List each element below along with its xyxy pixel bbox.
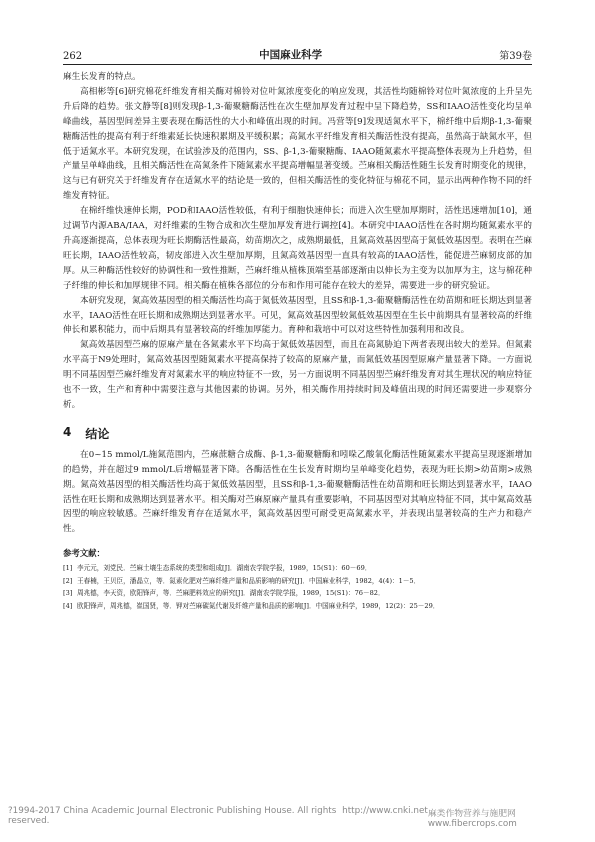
reference-number: [4]	[63, 601, 73, 610]
conclusion-paragraph: 在0~15 mmol/L施氮范围内，苎麻蔗糖合成酶、β-1,3-葡聚糖酶和吲哚乙酸氧化酶活性随氮素水平提高呈现逐渐增加的趋势，并在超过9 mmol/L后增幅显著下降。各酶活性在生长发育时期均呈单峰变化趋势，表现为旺长期>幼苗期>成熟期。氮高效基因型的相关酶活性均高于氮低效基因型，且SS和β-1,3-葡聚糖酶活性在幼苗期和旺长期达到显著水平，IAAO活性在旺长期和成熟期达到显著水平。相关酶对苎麻原麻产量具有重要影响，不同基因型对其响应特征不同，其中氮高效基因型的响应较敏感。苎麻纤维发育存在适氮水平，氮高效基因型可耐受更高氮素水平，并表现出显著较高的生产力和稳产性。	[63, 449, 532, 535]
site-watermark: 麻类作物营养与施肥网 www.fibercrops.com	[427, 809, 517, 829]
reference-text: 周兆德，李天资，欧阳锋声，等．苎麻肥料效应的研究[J]．湖南农学院学报，1989，15(S1)：76－82．	[77, 589, 385, 598]
references-title: 参考文献：	[63, 548, 105, 559]
section-number: 4	[63, 424, 72, 439]
page-footer	[8, 806, 589, 829]
body-paragraph: 氮高效基因型苎麻的原麻产量在各氮素水平下均高于氮低效基因型，而且在高氮胁迫下两者表现出较大的差异。但氮素水平高于N9处理时，氮高效基因型随氮素水平提高保持了较高的原麻产量，而氮低效基因型原麻产量显著下降。一方面说明不同基因型苎麻纤维发育对氮素水平的响应特征不一致，另一方面说明不同基因型苎麻纤维发育对其生理状况的响应特征也不一致，生产和育种中需要注意与其他因素的协调。另外，相关酶作用持续时间及峰值出现的时间还需要进一步观察分析。	[63, 340, 532, 410]
body-paragraph: 在棉纤维快速伸长期，POD和IAAO活性较低，有利于细胞快速伸长；而进入次生壁加厚期时，活性迅速增加[10]，通过调节内源ABA/IAA，对纤维素的生物合成和次生壁加厚发育进行调控[4]。本研究中IAAO活性在各时期均随氮素水平的升高逐渐提高，总体表现为旺长期酶活性最高，幼苗期次之，成熟期最低，且氮高效基因型高于氮低效基因型。表明在苎麻旺长期，IAAO活性较高，韧皮部进入次生壁加厚期，且氮高效基因型一直具有较高的IAAO活性，能促进苎麻韧皮部的加厚。从三种酶活性较好的协调性和一致性推断，苎麻纤维从植株顶端至基部逐渐由以伸长为主变为以加厚为主，这与棉花种子纤维的伸长和加厚规律不同。相关酶在植株各部位的分布和作用可能存在较大的差异，需要进一步的研究验证。	[63, 206, 532, 291]
reference-item	[63, 587, 532, 599]
body-paragraph: 本研究发现，氮高效基因型的相关酶活性均高于氮低效基因型，且SS和β-1,3-葡聚糖酶活性在幼苗期和旺长期达到显著水平，IAAO活性在旺长期和成熟期达到显著水平。可见，氮高效基因型较氮低效基因型在生长中前期具有显著较高的纤维伸长和累积能力，而中后期具有显著较高的纤维加厚能力。育种和栽培中可以对这些特性加强利用和改良。	[63, 295, 532, 336]
reference-number: [3]	[63, 589, 73, 598]
reference-number: [1]	[63, 564, 73, 573]
reference-number: [2]	[63, 576, 73, 585]
section-title: 结论	[85, 426, 110, 441]
body-paragraph: 麻生长发育的特点。	[63, 72, 141, 82]
header-rule	[63, 64, 532, 65]
page-header	[63, 44, 532, 62]
reference-item	[63, 600, 532, 612]
reference-text: 欧阳锋声，周兆德，崔国贤，等．钾对苎麻碳氮代谢及纤维产量和品质的影响[J]．中国麻业科学，1989，12(2)：25－29．	[77, 601, 440, 610]
reference-item	[63, 575, 532, 587]
reference-text: 李元元，刘党民．苎麻土壤生态系统的类型和组成[J]．湖南农学院学报，1989，15(S1)：60－69．	[77, 564, 372, 573]
references	[63, 547, 532, 612]
reference-item	[63, 562, 532, 574]
body-paragraph: 高相彬等[6]研究棉花纤维发育相关酶对棉铃对位叶氮浓度变化的响应发现，其活性均随棉铃对位叶氮浓度的上升呈先升后降的趋势。张文静等[8]则发现β-1,3-葡聚糖酶活性在次生壁加厚发育过程中呈下降趋势，SS和IAAO活性变化均呈单峰曲线，基因型间差异主要表现在酶活性的大小和峰值出现的时间。冯营等[9]发现适氮水平下，棉纤维中后期β-1,3-葡聚糖酶活性的提高有利于纤维素延长快速积累期及平缓积累；高氮水平纤维发育相关酶活性没有提高，虽然高于缺氮水平，但低于适氮水平。本研究发现，在试验涉及的范围内，SS、β-1,3-葡聚糖酶、IAAO随氮素水平提高整体表现为上升趋势，但产量呈单峰曲线，且相关酶活性在高氮条件下随氮素水平提高增幅显著变缓。苎麻相关酶活性随生长发育时期变化的规律，这与已有研究关于纤维发育存在适氮水平的结论是一致的，但相关酶活性的变化特征与棉花不同，显示出两种作物不同的纤维发育特征。	[63, 86, 532, 202]
reference-text: 王春楠，王贝臣，潘晶立，等．氮素化肥对苎麻纤维产量和品质影响的研究[J]．中国麻业科学，1982，4(4)：1－5．	[77, 576, 421, 585]
copyright-notice: ?1994-2017 China Academic Journal Electronic Publishing House. All rights reserved.	[8, 806, 337, 826]
page-number: 262	[63, 51, 83, 62]
section-heading	[63, 425, 532, 442]
source-url[interactable]: http://www.cnki.net	[342, 806, 428, 816]
article-body	[63, 70, 532, 612]
volume-label: 第39卷	[499, 51, 532, 62]
journal-title: 中国麻业科学	[259, 49, 323, 61]
